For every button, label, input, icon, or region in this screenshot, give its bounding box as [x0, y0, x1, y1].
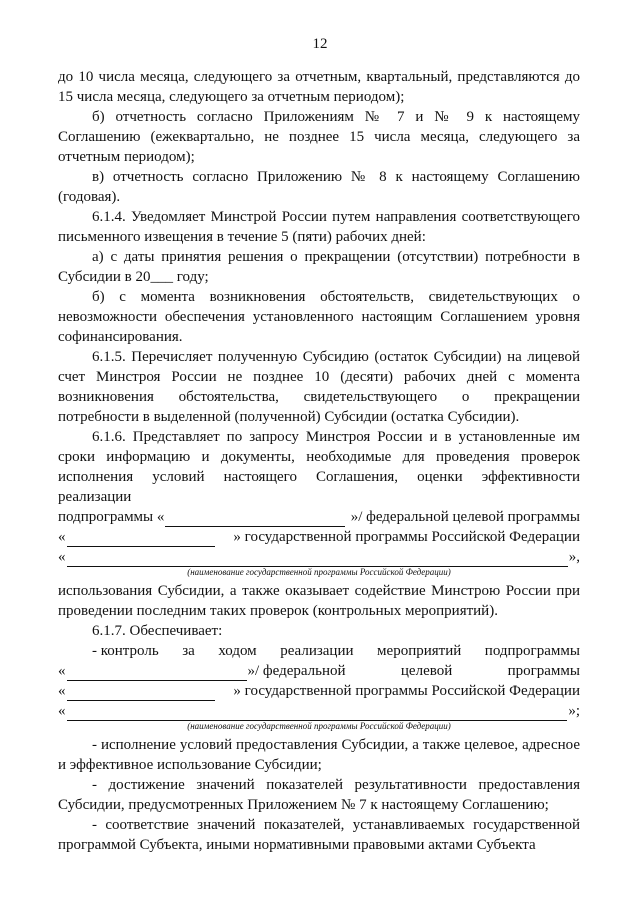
fill-line-federal-program: [58, 527, 580, 547]
fill-line-text: »;: [568, 703, 580, 719]
field-caption: (наименование государственной программы Российской Федерации): [187, 721, 451, 731]
paragraph-6-1-6: 6.1.6. Представляет по запросу Минстроя России и в установленные им сроки информацию и документы, необходимые для проведения проверок исполнения условий настоящего Соглашения, оценки эффективности реализации: [58, 429, 580, 505]
blank-field: [67, 705, 568, 721]
fill-line-federal-program-2: [58, 681, 580, 701]
fill-line-text: подпрограммы «: [58, 509, 165, 525]
paragraph-6-1-5: 6.1.5. Перечисляет полученную Субсидию (остаток Субсидии) на лицевой счет Минстроя России не позднее 10 (десяти) рабочих дней с момента возникновения обстоятельства, свидетельствующего о прекращении потребности в выделенной (полученной) Субсидии (остатка Субсидии).: [58, 349, 580, 425]
page-number: 12: [312, 36, 328, 52]
fill-line-state-program: [58, 547, 580, 567]
paragraph-execution: - исполнение условий предоставления Субсидии, а также целевое, адресное и эффективное использование Субсидии;: [58, 737, 580, 773]
fill-line-subprogram-2: [58, 661, 580, 681]
fill-line-text: целевой: [400, 663, 453, 679]
word: - контроль: [92, 643, 159, 659]
control-line: [58, 641, 580, 661]
paragraph-continuation-2: использования Субсидии, а также оказывает содействие Минстрою России при проведении последним таких проверок (контрольных мероприятий).: [58, 583, 580, 619]
fill-line-text: »/ федеральной целевой программы: [350, 509, 580, 525]
field-caption: (наименование государственной программы Российской Федерации): [187, 567, 451, 577]
fill-line-text: программы: [507, 663, 580, 679]
fill-line-text: «: [58, 703, 66, 719]
paragraph-item-b2: б) с момента возникновения обстоятельств, свидетельствующих о невозможности обеспечения установленного настоящим Соглашением уровня софинансирования.: [58, 289, 580, 345]
fill-line-text: «: [58, 529, 66, 545]
paragraph-item-v: в) отчетность согласно Приложению № 8 к настоящему Соглашению (годовая).: [58, 169, 580, 205]
blank-field: [67, 665, 247, 681]
paragraph-item-b: б) отчетность согласно Приложениям № 7 и № 9 к настоящему Соглашению (ежеквартально, не позднее 15 числа месяца, следующего за отчетным периодом);: [58, 109, 580, 165]
blank-field: [67, 551, 568, 567]
fill-line-text: »,: [568, 549, 580, 565]
blank-field: [67, 531, 215, 547]
word: ходом: [218, 643, 257, 659]
paragraph-compliance: - соответствие значений показателей, устанавливаемых государственной программой Субъекта, иными нормативными правовыми актами Субъекта: [58, 817, 580, 853]
fill-line-subprogram: [58, 507, 580, 527]
fill-line-text: «: [58, 549, 66, 565]
fill-line-text: » государственной программы Российской Федерации: [233, 683, 580, 699]
word: за: [182, 643, 195, 659]
paragraph-6-1-4: 6.1.4. Уведомляет Минстрой России путем направления соответствующего письменного извещения в течение 5 (пяти) рабочих дней:: [58, 209, 580, 245]
paragraph-6-1-7: 6.1.7. Обеспечивает:: [92, 623, 223, 639]
fill-line-text: «: [58, 663, 66, 679]
fill-line-text: «: [58, 683, 66, 699]
word: мероприятий: [377, 643, 462, 659]
fill-line-text: »/ федеральной: [247, 663, 346, 679]
word: реализации: [280, 643, 354, 659]
fill-line-text: » государственной программы Российской Федерации: [233, 529, 580, 545]
paragraph-continuation: до 10 числа месяца, следующего за отчетным, квартальный, представляются до 15 числа месяца, следующего за отчетным периодом);: [58, 69, 580, 105]
word: подпрограммы: [484, 643, 580, 659]
blank-field: [67, 685, 215, 701]
blank-field: [165, 511, 345, 527]
fill-line-state-program-2: [58, 701, 580, 721]
document-body: [58, 67, 580, 855]
paragraph-achievement: - достижение значений показателей результативности предоставления Субсидии, предусмотренных Приложением № 7 к настоящему Соглашению;: [58, 777, 580, 813]
paragraph-item-a: а) с даты принятия решения о прекращении (отсутствии) потребности в Субсидии в 20___ году;: [58, 249, 580, 285]
